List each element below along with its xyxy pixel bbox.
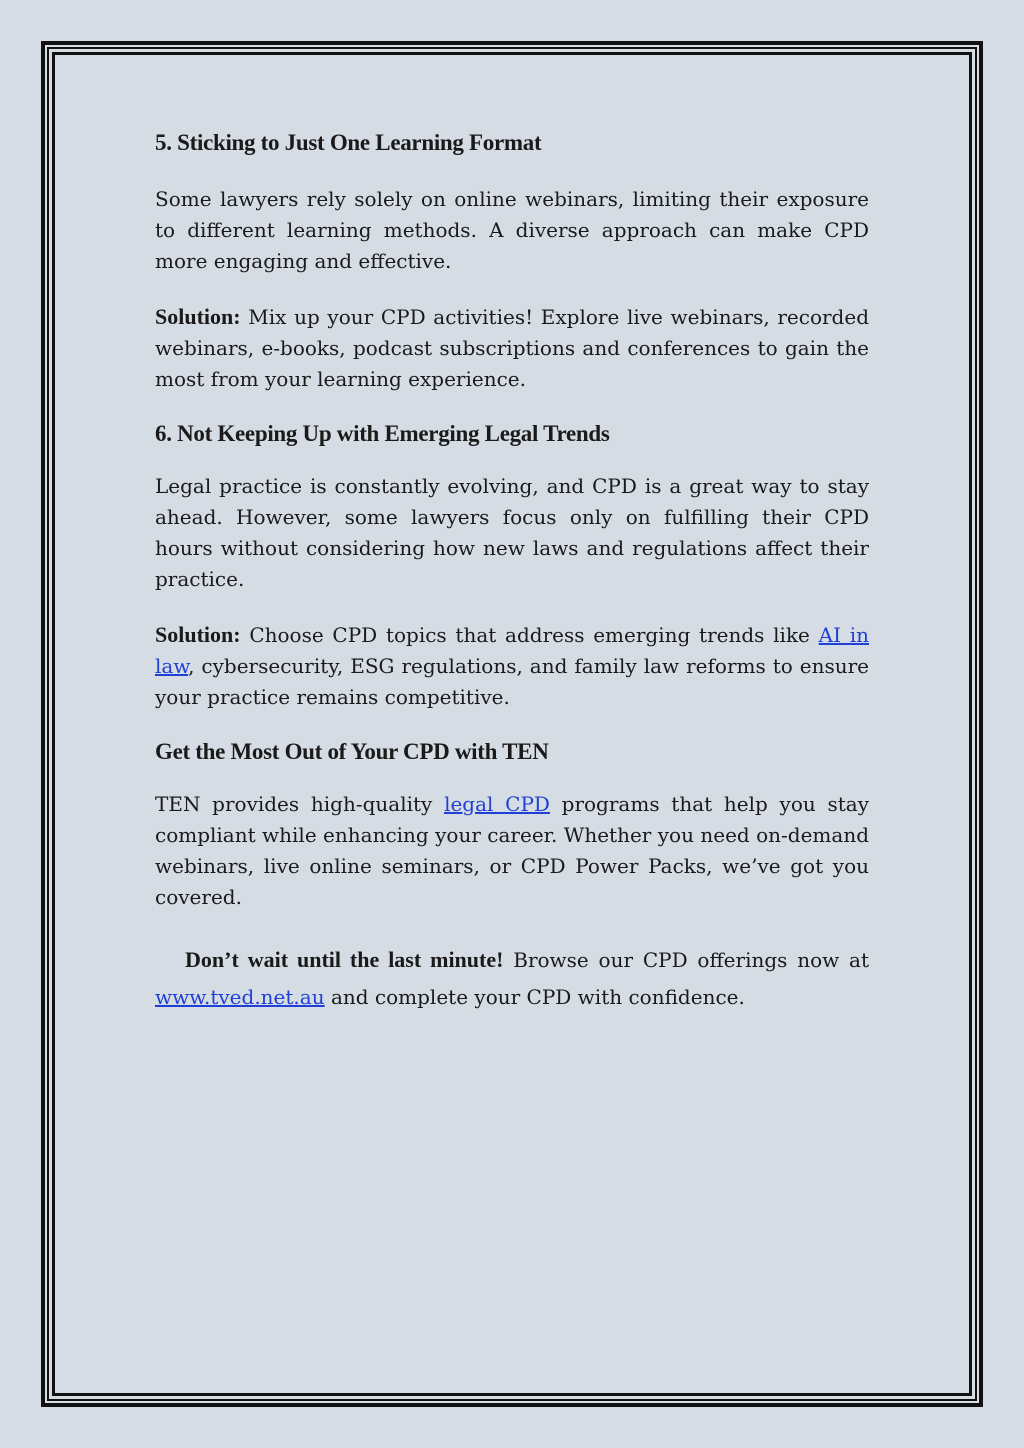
solution-text-pre: Choose CPD topics that address emerging trends like: [240, 623, 819, 647]
legal-cpd-link[interactable]: legal CPD: [444, 792, 550, 816]
section-5-heading: 5. Sticking to Just One Learning Format: [155, 130, 542, 155]
ten-section-body: [155, 789, 869, 913]
ai-in-law-link[interactable]: AI in law: [155, 623, 869, 678]
section-6-solution: [155, 619, 869, 713]
closing-lead: Don’t wait until the last minute!: [185, 947, 504, 972]
solution-text-post: , cybersecurity, ESG regulations, and family law reforms to ensure your practice remains competitive.: [155, 654, 869, 709]
closing-text-pre: Browse our CPD offerings now at: [503, 948, 869, 972]
closing-paragraph: [155, 941, 869, 1016]
section-5-body: Some lawyers rely solely on online webinars, limiting their exposure to different learning methods. A diverse approach can make CPD more engaging and effective.: [155, 187, 869, 273]
ten-body-pre: TEN provides high-quality: [155, 792, 445, 816]
section-6-heading: 6. Not Keeping Up with Emerging Legal Trends: [155, 421, 610, 446]
solution-label: Solution:: [155, 622, 241, 647]
ten-body-post: programs that help you stay compliant while enhancing your career. Whether you need on-demand webinars, live online seminars, or CPD Power Packs, we’ve got you covered.: [155, 792, 869, 909]
ten-section-heading: Get the Most Out of Your CPD with TEN: [155, 739, 549, 764]
section-5-solution: [155, 301, 869, 395]
solution-label: Solution:: [155, 304, 241, 329]
website-link[interactable]: www.tved.net.au: [155, 985, 325, 1009]
solution-text: Mix up your CPD activities! Explore live webinars, recorded webinars, e-books, podcast subscriptions and conferences to gain the most from your learning experience.: [155, 305, 869, 391]
closing-text-post: and complete your CPD with confidence.: [324, 985, 745, 1009]
section-6-body: Legal practice is constantly evolving, and CPD is a great way to stay ahead. However, some lawyers focus only on fulfilling their CPD hours without considering how new laws and regulations affect their practice.: [155, 474, 869, 591]
document-body: [155, 126, 869, 1016]
